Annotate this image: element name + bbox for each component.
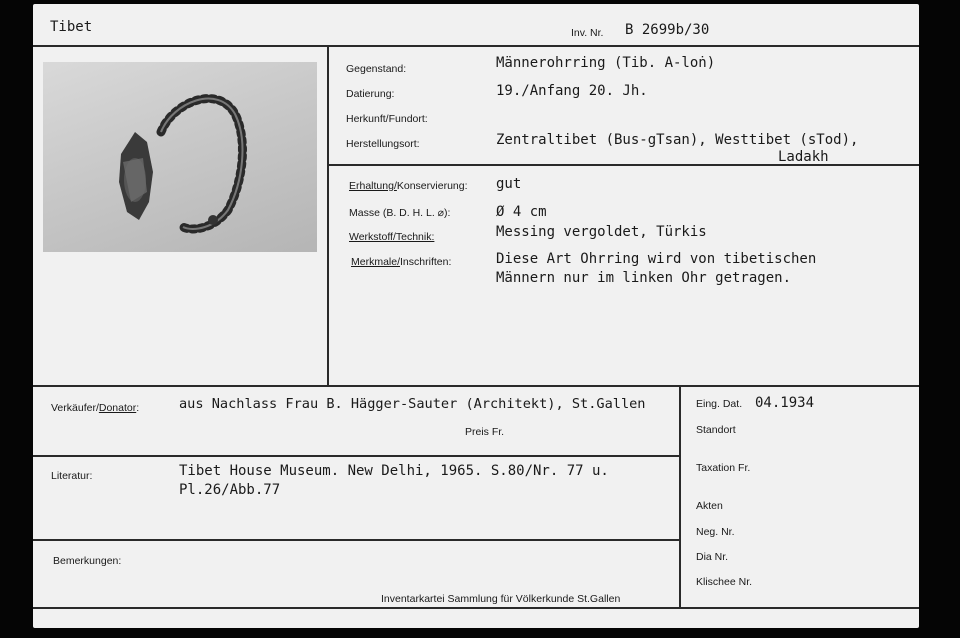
literatur-label: Literatur: <box>51 470 93 482</box>
rule-bottom <box>33 607 919 609</box>
werkstoff-label: Werkstoff/Technik: <box>349 231 435 243</box>
taxation-label: Taxation Fr. <box>696 462 751 474</box>
herstellungsort-value-line2: Ladakh <box>778 149 829 165</box>
merkmale-label <box>351 256 451 268</box>
herstellungsort-label: Herstellungsort: <box>346 138 420 150</box>
verkaeufer-label-a: Verkäufer/ <box>51 402 99 414</box>
masse-label: Masse (B. D. H. L. ⌀): <box>349 207 451 219</box>
inventory-card <box>33 4 919 628</box>
rule-right-column <box>679 385 681 609</box>
literatur-value-line2: Pl.26/Abb.77 <box>179 482 281 498</box>
verkaeufer-label-c: : <box>136 402 140 414</box>
akten-label: Akten <box>696 500 723 512</box>
inv-label: Inv. Nr. <box>571 27 604 39</box>
rule-mid-upper <box>327 164 919 166</box>
standort-label: Standort <box>696 424 736 436</box>
herstellungsort-value: Zentraltibet (Bus-gTsan), Westtibet (sTod), <box>496 132 859 148</box>
rule-photo-column <box>327 45 329 387</box>
inv-number: B 2699b/30 <box>625 22 710 38</box>
erhaltung-label <box>349 180 468 192</box>
verkaeufer-label <box>51 402 139 414</box>
eing-dat-value: 04.1934 <box>755 395 815 411</box>
neg-nr-label: Neg. Nr. <box>696 526 735 538</box>
merkmale-label-a: Merkmale/ <box>351 256 401 268</box>
footer-institution: Inventarkartei Sammlung für Völkerkunde St.Gallen <box>381 593 621 605</box>
erhaltung-label-a: Erhaltung/ <box>349 180 397 192</box>
literatur-value: Tibet House Museum. New Delhi, 1965. S.80/Nr. 77 u. <box>179 463 609 479</box>
verkaeufer-label-b: Donator <box>98 402 137 414</box>
verkaeufer-value: aus Nachlass Frau B. Hägger-Sauter (Architekt), St.Gallen <box>179 396 646 412</box>
datierung-value: 19./Anfang 20. Jh. <box>496 83 648 99</box>
erhaltung-label-b: Konservierung: <box>396 180 468 192</box>
rule-verkaeufer <box>33 455 679 457</box>
eing-dat-label: Eing. Dat. <box>696 398 743 410</box>
preis-label: Preis Fr. <box>465 426 505 438</box>
rule-header <box>33 45 919 47</box>
rule-main <box>33 385 919 387</box>
gegenstand-value: Männerohrring (Tib. A-loṅ) <box>496 55 716 71</box>
region-title: Tibet <box>50 19 93 35</box>
erhaltung-value: gut <box>496 176 522 192</box>
object-photo <box>43 62 317 252</box>
klischee-nr-label: Klischee Nr. <box>696 576 753 588</box>
merkmale-label-b: Inschriften: <box>400 256 452 268</box>
herkunft-label: Herkunft/Fundort: <box>346 113 428 125</box>
bemerkungen-label: Bemerkungen: <box>53 555 122 567</box>
earring-image <box>43 62 317 252</box>
masse-value: Ø 4 cm <box>496 204 547 220</box>
gegenstand-label: Gegenstand: <box>346 63 407 75</box>
dia-nr-label: Dia Nr. <box>696 551 729 563</box>
merkmale-value-line2: Männern nur im linken Ohr getragen. <box>496 270 792 286</box>
werkstoff-value: Messing vergoldet, Türkis <box>496 224 707 240</box>
datierung-label: Datierung: <box>346 88 395 100</box>
rule-literatur <box>33 539 679 541</box>
merkmale-value: Diese Art Ohrring wird von tibetischen <box>496 251 817 267</box>
